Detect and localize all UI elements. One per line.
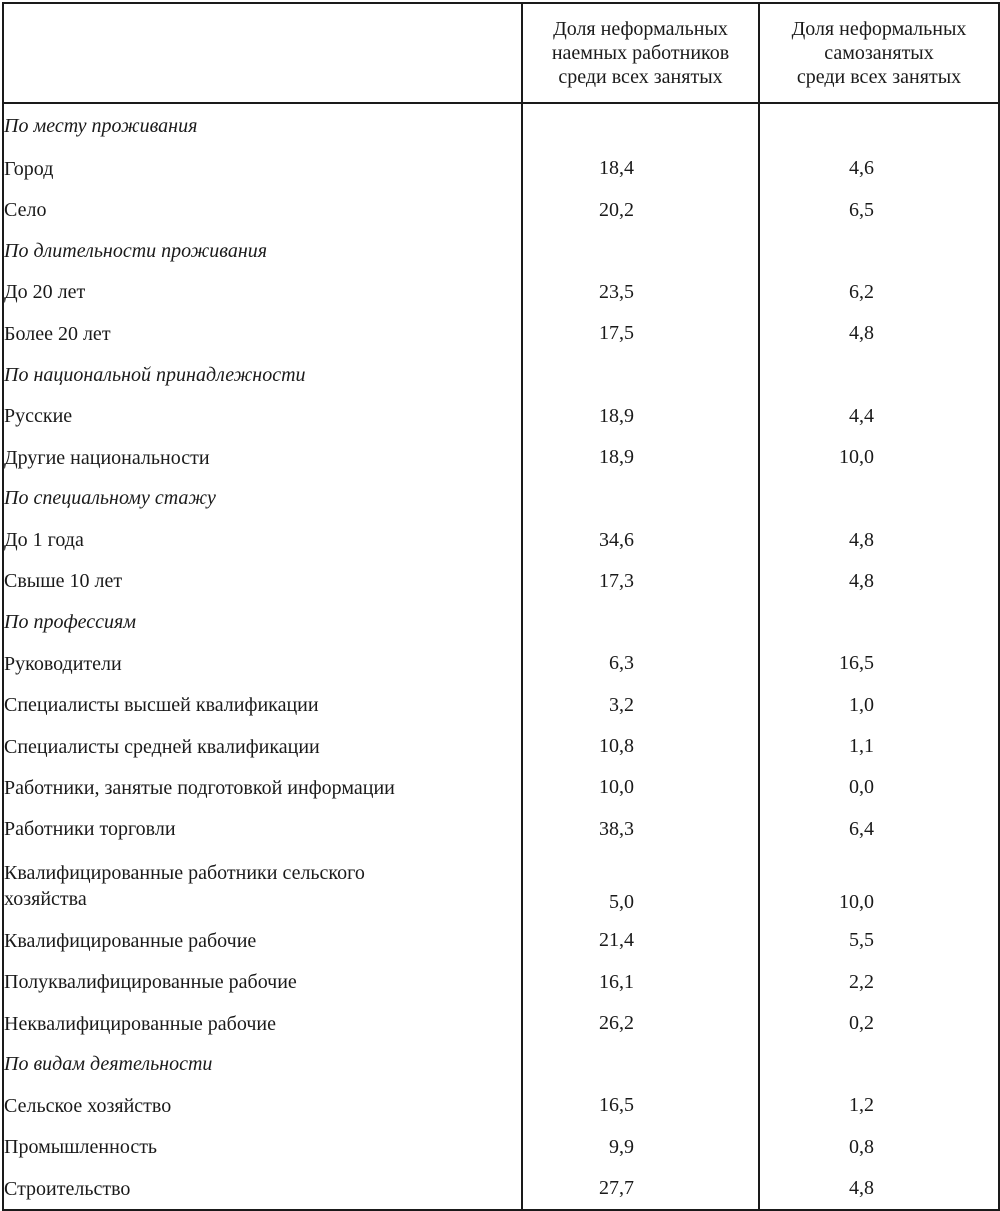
row-label: Квалифицированные рабочие: [3, 920, 522, 961]
row-label: Русские: [3, 396, 522, 437]
table-row: [3, 1127, 999, 1168]
row-label: Более 20 лет: [3, 313, 522, 354]
table-header: [3, 3, 999, 103]
row-label: Село: [3, 189, 522, 230]
row-label: Сельское хозяйство: [3, 1085, 522, 1126]
table-row: [3, 961, 999, 1002]
header-informal-self-employed: [759, 3, 999, 103]
header-col1-line1: Доля неформальных: [553, 18, 728, 40]
table-row: [3, 809, 999, 850]
section-title: По видам деятельности: [3, 1044, 522, 1085]
row-label-line1: Квалифицированные работники сельского: [4, 862, 365, 885]
row-value-employees: 27,7: [522, 1168, 759, 1210]
row-value-self-employed: 4,4: [759, 396, 999, 437]
table-row: [3, 685, 999, 726]
row-value-self-employed: 1,1: [759, 726, 999, 767]
section-row: [3, 602, 999, 643]
row-label: Работники, занятые подготовкой информации: [3, 767, 522, 808]
row-value-self-employed: 5,5: [759, 920, 999, 961]
table-row: [3, 1003, 999, 1044]
row-value-employees: 18,9: [522, 437, 759, 478]
table-body: [3, 103, 999, 1210]
table-row: [3, 396, 999, 437]
row-value-self-employed: 6,4: [759, 809, 999, 850]
section-row: [3, 355, 999, 396]
row-value-employees: 9,9: [522, 1127, 759, 1168]
row-value-employees: 18,4: [522, 148, 759, 189]
row-label: Специалисты средней квалификации: [3, 726, 522, 767]
row-label: Город: [3, 148, 522, 189]
header-col2-line2: самозанятых: [824, 42, 934, 64]
row-value-employees: 20,2: [522, 189, 759, 230]
row-value-self-employed: 1,2: [759, 1085, 999, 1126]
row-value-self-employed: 4,8: [759, 519, 999, 560]
section-title: По национальной принадлежности: [3, 355, 522, 396]
table-row: [3, 437, 999, 478]
row-value-employees: 16,5: [522, 1085, 759, 1126]
row-value-self-employed: 6,5: [759, 189, 999, 230]
header-informal-employees: [522, 3, 759, 103]
row-value-employees: 10,0: [522, 767, 759, 808]
table-row: [3, 313, 999, 354]
table-row: [3, 1168, 999, 1210]
row-value-employees: 10,8: [522, 726, 759, 767]
row-value-self-employed: 2,2: [759, 961, 999, 1002]
section-row: [3, 103, 999, 148]
row-value-self-employed: 10,0: [759, 437, 999, 478]
row-value-self-employed: 0,2: [759, 1003, 999, 1044]
row-label: Специалисты высшей квалификации: [3, 685, 522, 726]
row-label: Полуквалифицированные рабочие: [3, 961, 522, 1002]
row-value-self-employed: 6,2: [759, 272, 999, 313]
header-col1-line2: наемных работников: [551, 42, 730, 64]
section-title: По месту проживания: [3, 103, 522, 148]
row-label: Руководители: [3, 643, 522, 684]
header-stub-cell: [3, 3, 522, 103]
row-value-employees: 3,2: [522, 685, 759, 726]
table-row: [3, 561, 999, 602]
table-row: [3, 519, 999, 560]
row-value-self-employed: 10,0: [759, 850, 999, 920]
row-value-employees: 6,3: [522, 643, 759, 684]
section-row: [3, 1044, 999, 1085]
row-label: Работники торговли: [3, 809, 522, 850]
row-value-employees: 34,6: [522, 519, 759, 560]
header-col1-line3: среди всех занятых: [558, 66, 723, 88]
row-value-employees: 18,9: [522, 396, 759, 437]
row-label: До 1 года: [3, 519, 522, 560]
header-col2-line1: Доля неформальных: [791, 18, 967, 40]
row-value-self-employed: 4,6: [759, 148, 999, 189]
table-row: [3, 850, 999, 920]
row-label-line2: хозяйства: [4, 888, 87, 911]
row-value-self-employed: 4,8: [759, 313, 999, 354]
row-value-self-employed: 1,0: [759, 685, 999, 726]
section-title: По специальному стажу: [3, 478, 522, 519]
row-value-self-employed: 4,8: [759, 561, 999, 602]
row-value-employees: 26,2: [522, 1003, 759, 1044]
table-row: [3, 148, 999, 189]
statistics-table: [2, 2, 1000, 1211]
row-label: До 20 лет: [3, 272, 522, 313]
row-value-employees: 17,5: [522, 313, 759, 354]
row-label: [3, 850, 522, 920]
section-row: [3, 231, 999, 272]
table-row: [3, 272, 999, 313]
row-value-employees: 16,1: [522, 961, 759, 1002]
row-value-employees: 5,0: [522, 850, 759, 920]
row-value-employees: 23,5: [522, 272, 759, 313]
row-value-self-employed: 0,8: [759, 1127, 999, 1168]
row-label: Строительство: [3, 1168, 522, 1210]
section-title: По профессиям: [3, 602, 522, 643]
row-value-self-employed: 0,0: [759, 767, 999, 808]
table-row: [3, 189, 999, 230]
header-col2-line3: среди всех занятых: [796, 66, 962, 88]
table-row: [3, 726, 999, 767]
row-value-employees: 17,3: [522, 561, 759, 602]
section-row: [3, 478, 999, 519]
row-label: Свыше 10 лет: [3, 561, 522, 602]
table-row: [3, 767, 999, 808]
row-label: Неквалифицированные рабочие: [3, 1003, 522, 1044]
table-row: [3, 643, 999, 684]
section-title: По длительности проживания: [3, 231, 522, 272]
row-label: Промышленность: [3, 1127, 522, 1168]
row-value-employees: 21,4: [522, 920, 759, 961]
row-value-employees: 38,3: [522, 809, 759, 850]
table-row: [3, 920, 999, 961]
row-value-self-employed: 16,5: [759, 643, 999, 684]
row-value-self-employed: 4,8: [759, 1168, 999, 1210]
row-label: Другие национальности: [3, 437, 522, 478]
table-row: [3, 1085, 999, 1126]
